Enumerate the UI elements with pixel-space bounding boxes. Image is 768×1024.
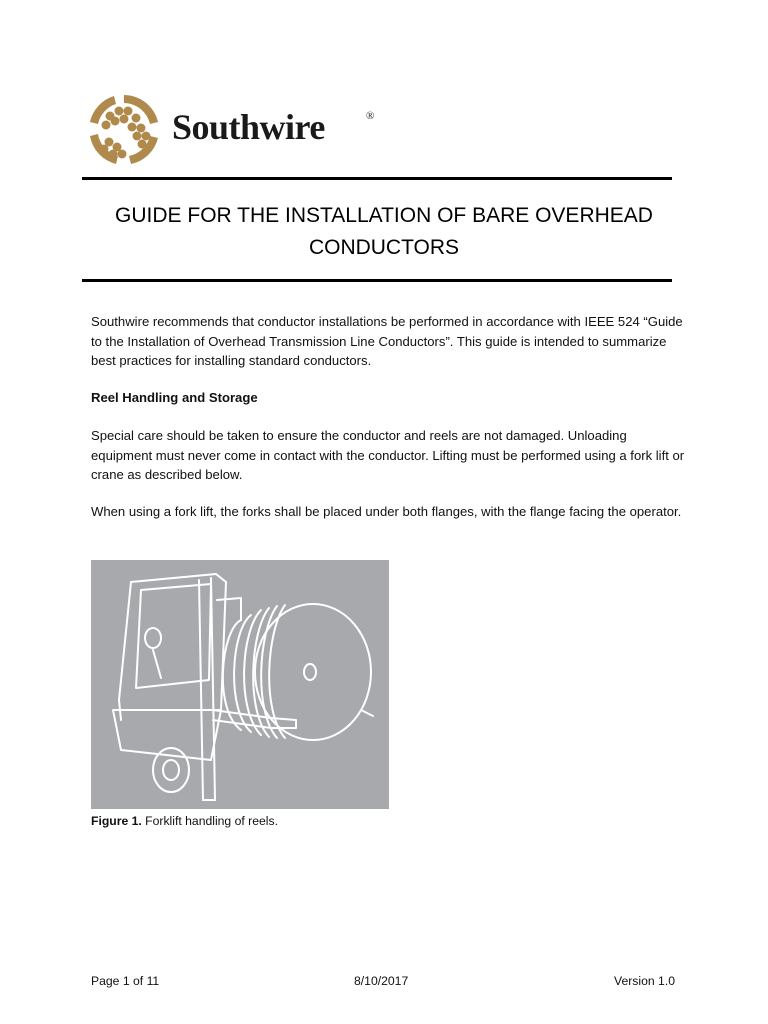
forklift-carrying-cable-reel-icon — [91, 560, 389, 809]
footer-date: 8/10/2017 — [354, 974, 409, 988]
figure-caption — [91, 814, 278, 828]
forklift-paragraph: When using a fork lift, the forks shall be placed under both flanges, with the flange facing the operator. — [91, 504, 682, 519]
care-paragraph: Special care should be taken to ensure the conductor and reels are not damaged. Unloading equipment must never come in contact with the conductor. Lifting must be performed using a fork lift or crane as described below. — [91, 428, 685, 482]
intro-paragraph: Southwire recommends that conductor installations be performed in accordance with IEEE 524 “Guide to the Installation of Overhead Transmission Line Conductors”. This guide is intended to summarize best practices for installing standard conductors. — [91, 314, 683, 368]
figure-caption-text: Forklift handling of reels. — [141, 814, 278, 828]
title-bottom-rule — [82, 279, 672, 282]
southwire-cable-strands-logo-icon — [86, 92, 162, 168]
forklift-figure — [91, 560, 389, 809]
brand-name: Southwire — [172, 107, 325, 147]
southwire-logo — [86, 92, 376, 168]
document-title: GUIDE FOR THE INSTALLATION OF BARE OVERHEAD CONDUCTORS — [115, 204, 653, 259]
section-heading: Reel Handling and Storage — [91, 390, 258, 405]
title-top-rule — [82, 177, 672, 180]
figure-caption-label: Figure 1. — [91, 814, 142, 828]
page-number: Page 1 of 11 — [91, 974, 160, 988]
registered-mark: ® — [366, 110, 375, 122]
footer-version: Version 1.0 — [614, 974, 675, 988]
